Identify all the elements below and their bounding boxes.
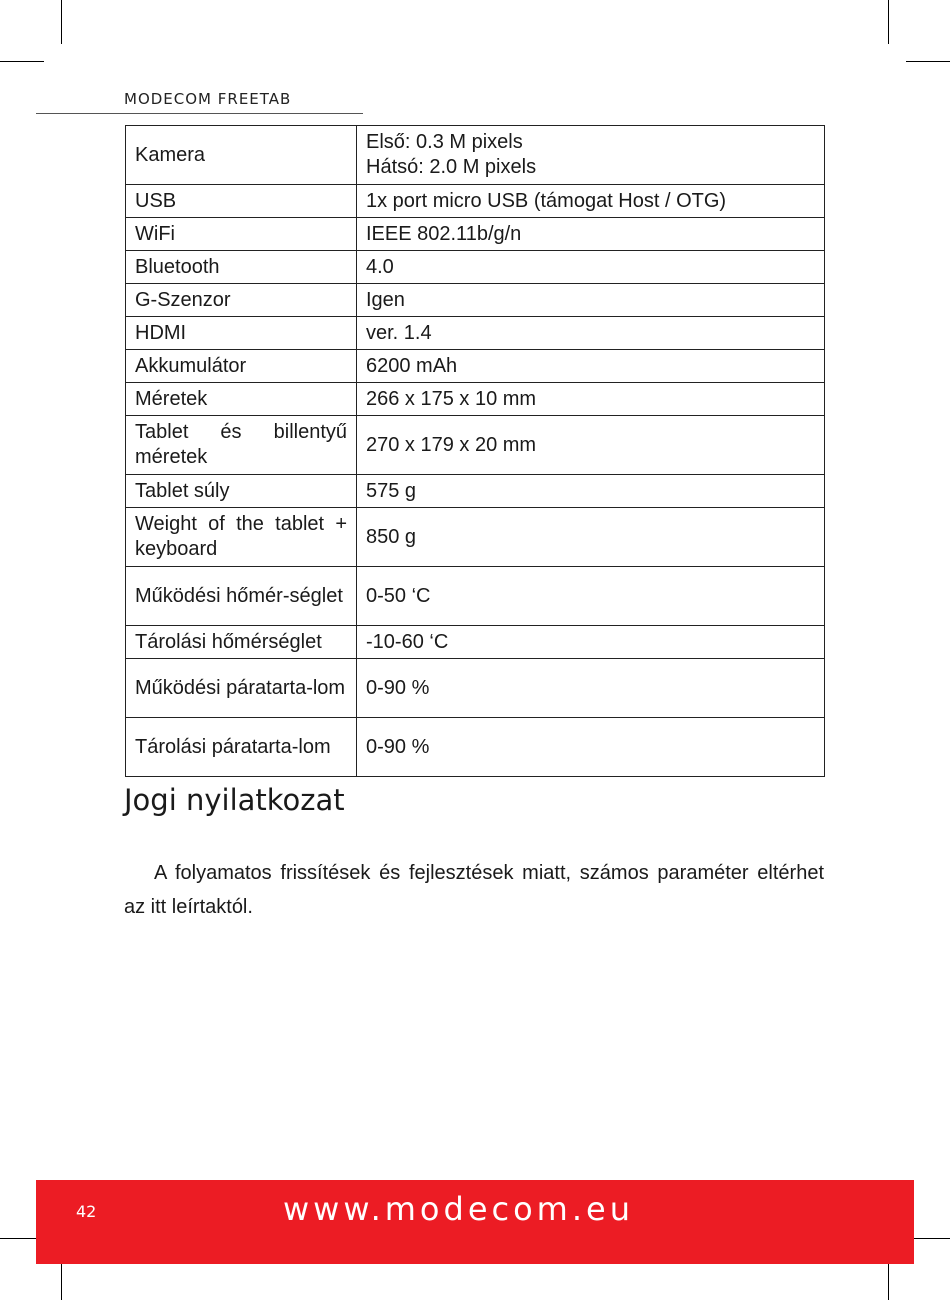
spec-table bbox=[125, 125, 825, 777]
table-row bbox=[126, 317, 825, 350]
footer-bar bbox=[36, 1180, 914, 1264]
table-row bbox=[126, 218, 825, 251]
table-row bbox=[126, 416, 825, 475]
spec-key: Működési hőmér-séglet bbox=[126, 567, 357, 626]
spec-value-line: 4.0 bbox=[366, 255, 394, 278]
section-title: Jogi nyilatkozat bbox=[124, 783, 345, 817]
spec-value-line: 0-90 % bbox=[366, 676, 430, 699]
spec-value-line: 6200 mAh bbox=[366, 354, 458, 377]
spec-value bbox=[357, 567, 825, 626]
spec-value bbox=[357, 659, 825, 718]
spec-value-line: 0-50 ‘C bbox=[366, 584, 431, 607]
spec-value bbox=[357, 185, 825, 218]
table-row bbox=[126, 508, 825, 567]
spec-key: Méretek bbox=[126, 383, 357, 416]
spec-value bbox=[357, 218, 825, 251]
crop-mark bbox=[906, 61, 950, 62]
spec-value bbox=[357, 718, 825, 777]
spec-key: WiFi bbox=[126, 218, 357, 251]
spec-key: Működési páratarta-lom bbox=[126, 659, 357, 718]
spec-value-line: 0-90 % bbox=[366, 735, 430, 758]
spec-key: Tablet és billentyű méretek bbox=[126, 416, 357, 475]
spec-value bbox=[357, 126, 825, 185]
table-row bbox=[126, 383, 825, 416]
table-row bbox=[126, 185, 825, 218]
spec-value-line: 1x port micro USB (támogat Host / OTG) bbox=[366, 189, 727, 212]
spec-key: Tárolási páratarta-lom bbox=[126, 718, 357, 777]
crop-mark bbox=[888, 0, 889, 44]
table-row bbox=[126, 718, 825, 777]
spec-value-line: Igen bbox=[366, 288, 405, 311]
table-row bbox=[126, 251, 825, 284]
crop-mark bbox=[61, 0, 62, 44]
page-number: 42 bbox=[76, 1202, 97, 1221]
spec-value bbox=[357, 383, 825, 416]
spec-value bbox=[357, 284, 825, 317]
table-row bbox=[126, 350, 825, 383]
spec-key: Akkumulátor bbox=[126, 350, 357, 383]
spec-value-line: ver. 1.4 bbox=[366, 321, 432, 344]
website-url: www.modecom.eu bbox=[283, 1190, 634, 1228]
spec-value-line: 850 g bbox=[366, 525, 417, 548]
crop-mark bbox=[0, 61, 44, 62]
table-row bbox=[126, 475, 825, 508]
spec-value bbox=[357, 350, 825, 383]
spec-key: Tárolási hőmérséglet bbox=[126, 626, 357, 659]
table-row bbox=[126, 626, 825, 659]
spec-value-line: -10-60 ‘C bbox=[366, 630, 449, 653]
spec-value-line: 266 x 175 x 10 mm bbox=[366, 387, 537, 410]
spec-value-line: Első: 0.3 M pixels bbox=[366, 131, 523, 153]
spec-key: Tablet súly bbox=[126, 475, 357, 508]
spec-value bbox=[357, 416, 825, 475]
table-row bbox=[126, 284, 825, 317]
spec-key: HDMI bbox=[126, 317, 357, 350]
spec-value-line: 575 g bbox=[366, 479, 417, 502]
spec-value-line: Hátsó: 2.0 M pixels bbox=[366, 156, 537, 178]
table-row bbox=[126, 659, 825, 718]
legal-text: A folyamatos frissítések és fejlesztések miatt, számos paraméter eltérhet az itt leírtaktól. bbox=[124, 862, 824, 918]
spec-key: Weight of the tablet + keyboard bbox=[126, 508, 357, 567]
spec-key: G-Szenzor bbox=[126, 284, 357, 317]
spec-value-line: 270 x 179 x 20 mm bbox=[366, 433, 537, 456]
brand-header: MODECOM FREETAB bbox=[124, 90, 292, 108]
spec-value bbox=[357, 626, 825, 659]
table-row bbox=[126, 567, 825, 626]
table-row bbox=[126, 126, 825, 185]
spec-value bbox=[357, 317, 825, 350]
spec-key: Kamera bbox=[126, 126, 357, 185]
spec-value bbox=[357, 251, 825, 284]
spec-value bbox=[357, 475, 825, 508]
spec-key: Bluetooth bbox=[126, 251, 357, 284]
spec-value bbox=[357, 508, 825, 567]
header-rule bbox=[36, 113, 363, 114]
spec-value-line: IEEE 802.11b/g/n bbox=[366, 222, 522, 245]
spec-key: USB bbox=[126, 185, 357, 218]
